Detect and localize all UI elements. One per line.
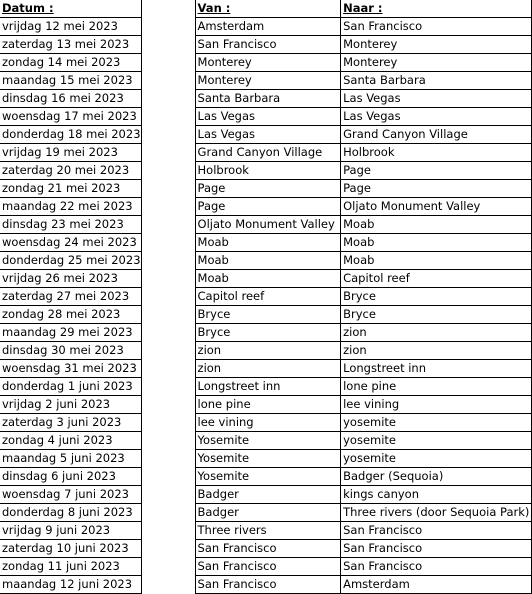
datum-cell[interactable]: dinsdag 30 mei 2023 [0,342,141,360]
van-cell[interactable]: Page [195,180,341,198]
naar-cell[interactable]: zion [341,342,532,360]
datum-cell[interactable]: maandag 5 juni 2023 [0,450,141,468]
gap-cell[interactable] [141,108,195,126]
gap-cell[interactable] [141,18,195,36]
datum-cell[interactable]: zaterdag 27 mei 2023 [0,288,141,306]
van-cell[interactable]: Badger [195,504,341,522]
gap-cell[interactable] [141,432,195,450]
datum-cell[interactable]: vrijdag 26 mei 2023 [0,270,141,288]
gap-cell[interactable] [141,90,195,108]
table-row [0,576,532,594]
van-cell[interactable]: Three rivers [195,522,341,540]
table-row [0,432,532,450]
naar-cell[interactable]: zion [341,324,532,342]
datum-cell[interactable]: zondag 21 mei 2023 [0,180,141,198]
van-cell[interactable]: Oljato Monument Valley [195,216,341,234]
van-cell[interactable]: Bryce [195,306,341,324]
gap-cell[interactable] [141,234,195,252]
naar-cell[interactable]: Las Vegas [341,90,532,108]
datum-cell[interactable]: donderdag 18 mei 2023 [0,126,141,144]
table-row [0,270,532,288]
datum-cell[interactable]: vrijdag 19 mei 2023 [0,144,141,162]
van-cell[interactable]: San Francisco [195,540,341,558]
naar-cell[interactable]: Three rivers (door Sequoia Park) [341,504,532,522]
gap-cell[interactable] [141,72,195,90]
gap-cell[interactable] [141,558,195,576]
datum-cell[interactable]: donderdag 8 juni 2023 [0,504,141,522]
datum-cell[interactable]: zondag 4 juni 2023 [0,432,141,450]
datum-cell[interactable]: woensdag 31 mei 2023 [0,360,141,378]
van-cell[interactable]: lone pine [195,396,341,414]
datum-cell[interactable]: zondag 11 juni 2023 [0,558,141,576]
naar-cell[interactable]: Bryce [341,288,532,306]
header-row [0,0,532,18]
naar-cell[interactable]: Bryce [341,306,532,324]
naar-cell[interactable]: San Francisco [341,18,532,36]
gap-cell[interactable] [141,486,195,504]
naar-cell[interactable]: Monterey [341,54,532,72]
naar-cell[interactable]: Moab [341,216,532,234]
table-row [0,558,532,576]
gap-cell[interactable] [141,450,195,468]
datum-cell[interactable]: woensdag 24 mei 2023 [0,234,141,252]
naar-cell[interactable]: Moab [341,234,532,252]
table-row [0,252,532,270]
van-cell[interactable]: Capitol reef [195,288,341,306]
datum-cell[interactable]: maandag 29 mei 2023 [0,324,141,342]
van-cell[interactable]: Las Vegas [195,108,341,126]
table-row [0,522,532,540]
gap-cell[interactable] [141,378,195,396]
table-row [0,162,532,180]
gap-cell[interactable] [141,36,195,54]
gap-cell[interactable] [141,252,195,270]
gap-cell[interactable] [141,198,195,216]
table-row [0,378,532,396]
datum-cell[interactable]: dinsdag 16 mei 2023 [0,90,141,108]
gap-cell[interactable] [141,324,195,342]
van-cell[interactable]: Yosemite [195,432,341,450]
table-row [0,198,532,216]
van-cell[interactable]: lee vining [195,414,341,432]
van-cell[interactable]: Longstreet inn [195,378,341,396]
datum-cell[interactable]: donderdag 1 juni 2023 [0,378,141,396]
gap-cell[interactable] [141,306,195,324]
van-cell[interactable]: Badger [195,486,341,504]
van-cell[interactable]: Moab [195,234,341,252]
table-row [0,360,532,378]
gap-cell[interactable] [141,126,195,144]
naar-cell[interactable]: yosemite [341,432,532,450]
datum-cell[interactable]: zondag 28 mei 2023 [0,306,141,324]
naar-cell[interactable]: yosemite [341,414,532,432]
gap-cell[interactable] [141,414,195,432]
van-cell[interactable]: Monterey [195,72,341,90]
datum-cell[interactable]: woensdag 17 mei 2023 [0,108,141,126]
naar-cell[interactable]: Monterey [341,36,532,54]
table-row [0,18,532,36]
gap-cell[interactable] [141,54,195,72]
datum-cell[interactable]: zaterdag 3 juni 2023 [0,414,141,432]
van-cell[interactable]: zion [195,360,341,378]
naar-cell[interactable]: Santa Barbara [341,72,532,90]
naar-cell[interactable]: Las Vegas [341,108,532,126]
van-cell[interactable]: Amsterdam [195,18,341,36]
table-row [0,540,532,558]
naar-cell[interactable]: Capitol reef [341,270,532,288]
header-van[interactable]: Van : [195,0,341,18]
datum-cell[interactable]: vrijdag 2 juni 2023 [0,396,141,414]
table-row [0,450,532,468]
naar-cell[interactable]: Oljato Monument Valley [341,198,532,216]
table-row [0,36,532,54]
table-row [0,504,532,522]
gap-cell[interactable] [141,144,195,162]
datum-cell[interactable]: woensdag 7 juni 2023 [0,486,141,504]
naar-cell[interactable]: San Francisco [341,522,532,540]
naar-cell[interactable]: Amsterdam [341,576,532,594]
naar-cell[interactable]: Badger (Sequoia) [341,468,532,486]
datum-cell[interactable]: maandag 12 juni 2023 [0,576,141,594]
gap-cell[interactable] [141,576,195,594]
naar-cell[interactable]: San Francisco [341,558,532,576]
van-cell[interactable]: Bryce [195,324,341,342]
table-row [0,90,532,108]
gap-cell[interactable] [141,288,195,306]
van-cell[interactable]: zion [195,342,341,360]
table-row [0,414,532,432]
naar-cell[interactable]: Page [341,180,532,198]
gap-cell[interactable] [141,270,195,288]
table-row [0,306,532,324]
table-row [0,288,532,306]
datum-cell[interactable]: zaterdag 13 mei 2023 [0,36,141,54]
gap-cell[interactable] [141,522,195,540]
table-row [0,144,532,162]
naar-cell[interactable]: San Francisco [341,540,532,558]
header-datum[interactable]: Datum : [0,0,141,18]
datum-cell[interactable]: donderdag 25 mei 2023 [0,252,141,270]
table-row [0,180,532,198]
datum-cell[interactable]: zaterdag 10 juni 2023 [0,540,141,558]
table-row [0,468,532,486]
table-row [0,324,532,342]
van-cell[interactable]: Moab [195,252,341,270]
datum-cell[interactable]: vrijdag 9 juni 2023 [0,522,141,540]
table-row [0,216,532,234]
gap-cell[interactable] [141,180,195,198]
table-row [0,108,532,126]
gap-cell[interactable] [141,360,195,378]
van-cell[interactable]: Moab [195,270,341,288]
table-row [0,234,532,252]
naar-cell[interactable]: lee vining [341,396,532,414]
van-cell[interactable]: Santa Barbara [195,90,341,108]
datum-cell[interactable]: maandag 22 mei 2023 [0,198,141,216]
naar-cell[interactable]: yosemite [341,450,532,468]
table-row [0,72,532,90]
datum-cell[interactable]: vrijdag 12 mei 2023 [0,18,141,36]
naar-cell[interactable]: Page [341,162,532,180]
naar-cell[interactable]: Moab [341,252,532,270]
naar-cell[interactable]: kings canyon [341,486,532,504]
datum-cell[interactable]: dinsdag 23 mei 2023 [0,216,141,234]
table-row [0,486,532,504]
gap-cell[interactable] [141,504,195,522]
van-cell[interactable]: San Francisco [195,36,341,54]
table-row [0,396,532,414]
gap-cell[interactable] [141,468,195,486]
van-cell[interactable]: Page [195,198,341,216]
van-cell[interactable]: Monterey [195,54,341,72]
van-cell[interactable]: Yosemite [195,468,341,486]
naar-cell[interactable]: lone pine [341,378,532,396]
datum-cell[interactable]: zaterdag 20 mei 2023 [0,162,141,180]
table-row [0,126,532,144]
van-cell[interactable]: Yosemite [195,450,341,468]
datum-cell[interactable]: zondag 14 mei 2023 [0,54,141,72]
van-cell[interactable]: Grand Canyon Village [195,144,341,162]
table-row [0,342,532,360]
gap-cell[interactable] [141,162,195,180]
header-naar[interactable]: Naar : [341,0,532,18]
datum-cell[interactable]: maandag 15 mei 2023 [0,72,141,90]
van-cell[interactable]: San Francisco [195,576,341,594]
naar-cell[interactable]: Grand Canyon Village [341,126,532,144]
van-cell[interactable]: Las Vegas [195,126,341,144]
header-gap-cell[interactable] [141,0,195,18]
gap-cell[interactable] [141,216,195,234]
naar-cell[interactable]: Holbrook [341,144,532,162]
van-cell[interactable]: Holbrook [195,162,341,180]
table-row [0,54,532,72]
gap-cell[interactable] [141,540,195,558]
datum-cell[interactable]: dinsdag 6 juni 2023 [0,468,141,486]
naar-cell[interactable]: Longstreet inn [341,360,532,378]
van-cell[interactable]: San Francisco [195,558,341,576]
gap-cell[interactable] [141,396,195,414]
gap-cell[interactable] [141,342,195,360]
